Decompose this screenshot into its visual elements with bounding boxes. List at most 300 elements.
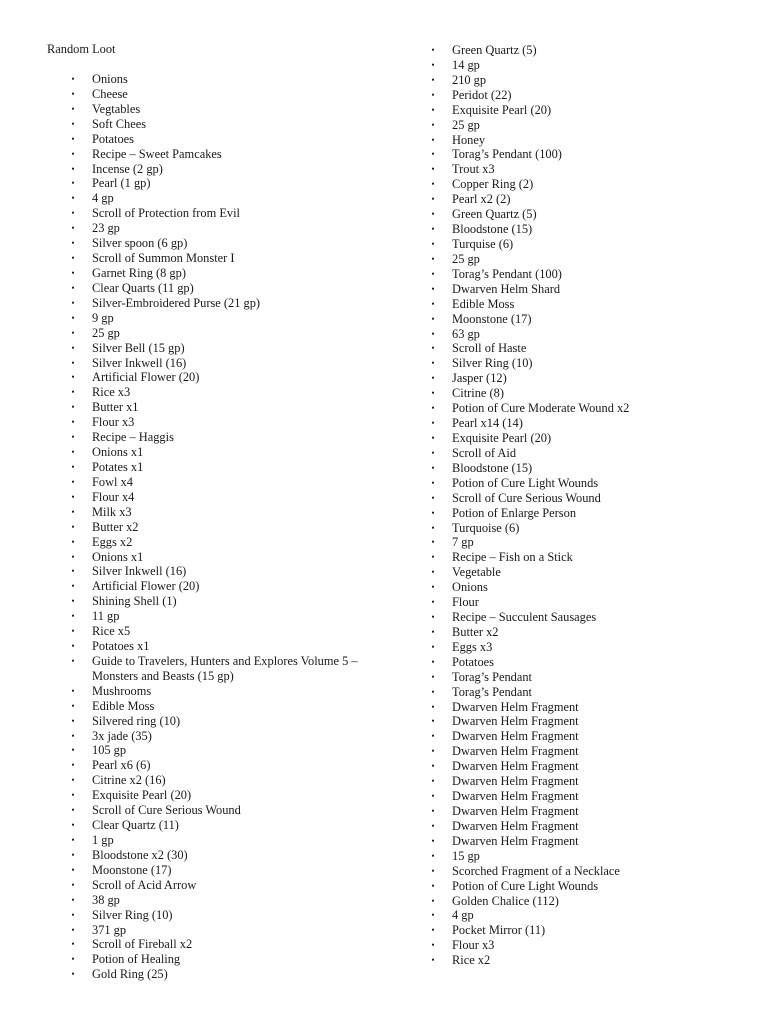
bullet-icon: •: [431, 522, 435, 533]
list-item-text: Onions: [452, 580, 488, 595]
bullet-icon: •: [431, 582, 435, 593]
list-item: [68, 639, 368, 654]
loot-list-left-column: [68, 72, 368, 982]
list-item: [428, 491, 748, 506]
bullet-icon: •: [431, 537, 435, 548]
list-item-text: Trout x3: [452, 162, 495, 177]
list-item: [428, 535, 748, 550]
list-item-text: Guide to Travelers, Hunters and Explores Volume 5 – Monsters and Beasts (15 gp): [92, 653, 358, 683]
list-item: [428, 118, 748, 133]
list-item: [68, 579, 368, 594]
list-item: [428, 565, 748, 580]
list-item: [428, 744, 748, 759]
list-item-text: Dwarven Helm Fragment: [452, 818, 579, 833]
list-item: [428, 685, 748, 700]
list-item: [68, 878, 368, 893]
list-item: [68, 311, 368, 326]
list-item-text: Silvered ring (10): [92, 713, 181, 728]
bullet-icon: •: [71, 476, 75, 487]
list-item-text: 25 gp: [452, 251, 480, 266]
list-item-text: 15 gp: [452, 848, 480, 863]
list-item-text: 25 gp: [452, 117, 480, 132]
bullet-icon: •: [71, 238, 75, 249]
list-item: [428, 416, 748, 431]
bullet-icon: •: [71, 894, 75, 905]
bullet-icon: •: [71, 432, 75, 443]
bullet-icon: •: [431, 358, 435, 369]
list-item-text: 7 gp: [452, 535, 474, 550]
list-item-text: Moonstone (17): [92, 862, 172, 877]
list-item: [68, 952, 368, 967]
list-item-text: Scroll of Cure Serious Wound: [452, 490, 601, 505]
list-item-text: Potatoes: [452, 654, 494, 669]
bullet-icon: •: [71, 626, 75, 637]
list-item: [428, 73, 748, 88]
bullet-icon: •: [431, 955, 435, 966]
list-item-text: Potion of Enlarge Person: [452, 505, 577, 520]
list-item-text: Potatoes: [92, 131, 134, 146]
list-item-text: Vegtables: [92, 101, 141, 116]
list-item: [428, 550, 748, 565]
list-item: [68, 341, 368, 356]
list-item-text: Recipe – Haggis: [92, 430, 174, 445]
list-item-text: Cheese: [92, 86, 128, 101]
list-item: [428, 147, 748, 162]
list-item-text: Scroll of Protection from Evil: [92, 206, 240, 221]
list-item: [428, 789, 748, 804]
bullet-icon: •: [71, 760, 75, 771]
list-item-text: Potates x1: [92, 459, 144, 474]
list-item: [68, 937, 368, 952]
list-item: [428, 908, 748, 923]
bullet-icon: •: [431, 806, 435, 817]
bullet-icon: •: [431, 343, 435, 354]
list-item: [68, 758, 368, 773]
list-item-text: Artificial Flower (20): [92, 370, 200, 385]
list-item: [428, 938, 748, 953]
list-item-text: 14 gp: [452, 57, 480, 72]
bullet-icon: •: [71, 820, 75, 831]
bullet-icon: •: [71, 282, 75, 293]
list-item: [68, 296, 368, 311]
list-item: [68, 400, 368, 415]
list-item-text: Silver Ring (10): [92, 907, 173, 922]
list-item-text: Recipe – Sweet Pamcakes: [92, 146, 222, 161]
list-item: [68, 609, 368, 624]
bullet-icon: •: [71, 208, 75, 219]
list-item: [68, 594, 368, 609]
bullet-icon: •: [71, 879, 75, 890]
list-item: [68, 460, 368, 475]
bullet-icon: •: [431, 626, 435, 637]
bullet-icon: •: [71, 745, 75, 756]
list-item: [428, 371, 748, 386]
list-item-text: Incense (2 gp): [92, 161, 163, 176]
bullet-icon: •: [431, 104, 435, 115]
bullet-icon: •: [71, 969, 75, 980]
bullet-icon: •: [431, 791, 435, 802]
bullet-icon: •: [431, 686, 435, 697]
list-item: [68, 191, 368, 206]
bullet-icon: •: [71, 447, 75, 458]
list-item-text: Butter x1: [92, 400, 139, 415]
list-item: [428, 177, 748, 192]
list-item-text: Scroll of Cure Serious Wound: [92, 803, 241, 818]
list-item: [428, 267, 748, 282]
list-item-text: Copper Ring (2): [452, 177, 534, 192]
list-item: [428, 864, 748, 879]
bullet-icon: •: [71, 103, 75, 114]
list-item: [68, 654, 362, 684]
list-item: [68, 893, 368, 908]
list-item: [428, 580, 748, 595]
list-item-text: Pocket Mirror (11): [452, 923, 546, 938]
list-item-text: 105 gp: [92, 743, 127, 758]
bullet-icon: •: [431, 134, 435, 145]
list-item: [428, 461, 748, 476]
list-item: [428, 625, 748, 640]
list-item-text: Onions: [92, 72, 128, 86]
list-item: [428, 879, 748, 894]
list-item: [68, 162, 368, 177]
list-item: [68, 356, 368, 371]
bullet-icon: •: [431, 328, 435, 339]
list-item: [68, 833, 368, 848]
list-item: [428, 356, 748, 371]
list-item-text: Potion of Healing: [92, 952, 181, 967]
bullet-icon: •: [71, 581, 75, 592]
list-item-text: Exquisite Pearl (20): [92, 788, 192, 803]
bullet-icon: •: [431, 447, 435, 458]
bullet-icon: •: [431, 298, 435, 309]
list-item-text: Rice x5: [92, 624, 131, 639]
list-item-text: 25 gp: [92, 325, 120, 340]
list-item: [68, 743, 368, 758]
list-item: [428, 431, 748, 446]
bullet-icon: •: [71, 641, 75, 652]
list-item: [68, 385, 368, 400]
list-item-text: Eggs x2: [92, 534, 133, 549]
list-item: [68, 490, 368, 505]
bullet-icon: •: [71, 148, 75, 159]
bullet-icon: •: [431, 209, 435, 220]
list-item-text: Silver Inkwell (16): [92, 355, 187, 370]
bullet-icon: •: [431, 641, 435, 652]
list-item-text: 9 gp: [92, 310, 114, 325]
bullet-icon: •: [431, 432, 435, 443]
bullet-icon: •: [71, 402, 75, 413]
list-item-text: Scorched Fragment of a Necklace: [452, 863, 620, 878]
bullet-icon: •: [431, 492, 435, 503]
bullet-icon: •: [71, 611, 75, 622]
bullet-icon: •: [431, 597, 435, 608]
list-item: [428, 819, 748, 834]
list-item-text: Torag’s Pendant: [452, 684, 532, 699]
bullet-icon: •: [431, 746, 435, 757]
list-item-text: Milk x3: [92, 504, 132, 519]
list-item-text: Turquoise (6): [452, 520, 520, 535]
list-item: [68, 251, 368, 266]
list-item-text: Rice x3: [92, 385, 131, 400]
list-item-text: Garnet Ring (8 gp): [92, 265, 186, 280]
list-item-text: Dwarven Helm Fragment: [452, 774, 579, 789]
bullet-icon: •: [71, 357, 75, 368]
list-item-text: Flour x3: [452, 938, 495, 953]
list-item: [68, 714, 368, 729]
list-item: [428, 282, 748, 297]
list-item: [428, 58, 748, 73]
list-item: [428, 595, 748, 610]
list-item-text: 371 gp: [92, 922, 127, 937]
bullet-icon: •: [71, 655, 75, 666]
list-item: [68, 415, 368, 430]
list-item: [428, 953, 748, 968]
list-item-text: Green Quartz (5): [452, 207, 537, 222]
list-item-text: Recipe – Succulent Sausages: [452, 610, 597, 625]
bullet-icon: •: [71, 74, 75, 84]
list-item-text: Onions x1: [92, 445, 144, 460]
list-item-text: Dwarven Helm Fragment: [452, 804, 579, 819]
list-item: [68, 520, 368, 535]
list-item: [428, 88, 748, 103]
list-item: [428, 894, 748, 909]
loot-list-right-column: [428, 43, 748, 968]
list-item: [68, 206, 368, 221]
bullet-icon: •: [71, 939, 75, 950]
list-item: [68, 624, 368, 639]
bullet-icon: •: [431, 671, 435, 682]
bullet-icon: •: [431, 268, 435, 279]
bullet-icon: •: [71, 342, 75, 353]
list-item: [428, 103, 748, 118]
bullet-icon: •: [71, 849, 75, 860]
bullet-icon: •: [431, 388, 435, 399]
bullet-icon: •: [71, 909, 75, 920]
list-item-text: Flour: [452, 595, 479, 610]
list-item: [428, 923, 748, 938]
list-item-text: Torag’s Pendant (100): [452, 266, 562, 281]
list-item-text: Citrine x2 (16): [92, 773, 166, 788]
bullet-icon: •: [431, 373, 435, 384]
list-item-text: Scroll of Aid: [452, 445, 517, 460]
bullet-icon: •: [431, 462, 435, 473]
list-item-text: 11 gp: [92, 609, 120, 624]
bullet-icon: •: [431, 880, 435, 891]
bullet-icon: •: [71, 521, 75, 532]
list-item: [428, 401, 748, 416]
bullet-icon: •: [71, 193, 75, 204]
bullet-icon: •: [431, 119, 435, 130]
list-item-text: Pearl (1 gp): [92, 176, 151, 191]
list-item: [428, 834, 748, 849]
document-title: Random Loot: [47, 42, 116, 56]
list-item-text: Clear Quarts (11 gp): [92, 280, 194, 295]
list-item-text: Pearl x6 (6): [92, 758, 151, 773]
list-item: [428, 341, 748, 356]
list-item: [428, 327, 748, 342]
bullet-icon: •: [71, 267, 75, 278]
list-item-text: 23 gp: [92, 221, 120, 236]
list-item: [428, 446, 748, 461]
bullet-icon: •: [431, 925, 435, 936]
list-item-text: Scroll of Haste: [452, 341, 527, 356]
bullet-icon: •: [431, 731, 435, 742]
bullet-icon: •: [431, 45, 435, 55]
list-item: [68, 445, 368, 460]
list-item: [428, 759, 748, 774]
list-item-text: Torag’s Pendant (100): [452, 147, 562, 162]
list-item-text: Dwarven Helm Fragment: [452, 744, 579, 759]
list-item: [68, 147, 368, 162]
bullet-icon: •: [71, 491, 75, 502]
list-item: [68, 132, 368, 147]
bullet-icon: •: [431, 552, 435, 563]
list-item: [428, 222, 748, 237]
bullet-icon: •: [71, 805, 75, 816]
bullet-icon: •: [71, 118, 75, 129]
list-item-text: Flour x3: [92, 415, 135, 430]
list-item: [428, 521, 748, 536]
list-item-text: Bloodstone (15): [452, 222, 533, 237]
bullet-icon: •: [71, 775, 75, 786]
bullet-icon: •: [71, 133, 75, 144]
list-item-text: Pearl x2 (2): [452, 192, 511, 207]
list-item-text: Exquisite Pearl (20): [452, 102, 552, 117]
list-item-text: 38 gp: [92, 892, 120, 907]
bullet-icon: •: [431, 238, 435, 249]
bullet-icon: •: [71, 506, 75, 517]
bullet-icon: •: [71, 327, 75, 338]
list-item-text: Butter x2: [452, 624, 499, 639]
list-item-text: Silver-Embroidered Purse (21 gp): [92, 295, 261, 310]
list-item: [428, 237, 748, 252]
list-item-text: Silver Inkwell (16): [92, 564, 187, 579]
bullet-icon: •: [431, 418, 435, 429]
list-item-text: Soft Chees: [92, 116, 147, 131]
bullet-icon: •: [71, 924, 75, 935]
list-item-text: Recipe – Fish on a Stick: [452, 550, 573, 565]
list-item: [428, 849, 748, 864]
bullet-icon: •: [71, 730, 75, 741]
bullet-icon: •: [71, 163, 75, 174]
bullet-icon: •: [71, 297, 75, 308]
list-item-text: Edible Moss: [92, 698, 155, 713]
bullet-icon: •: [71, 566, 75, 577]
list-item: [68, 848, 368, 863]
bullet-icon: •: [431, 59, 435, 70]
bullet-icon: •: [71, 536, 75, 547]
bullet-icon: •: [71, 461, 75, 472]
list-item: [68, 117, 368, 132]
bullet-icon: •: [431, 477, 435, 488]
list-item-text: Jasper (12): [452, 371, 507, 386]
bullet-icon: •: [431, 776, 435, 787]
list-item-text: Fowl x4: [92, 474, 133, 489]
bullet-icon: •: [71, 864, 75, 875]
bullet-icon: •: [431, 283, 435, 294]
list-item-text: Onions x1: [92, 549, 144, 564]
list-item-text: Shining Shell (1): [92, 594, 177, 609]
list-item-text: Torag’s Pendant: [452, 669, 532, 684]
list-item-text: Turquise (6): [452, 236, 514, 251]
list-item-text: Honey: [452, 132, 486, 147]
list-item: [428, 729, 748, 744]
bullet-icon: •: [431, 194, 435, 205]
bullet-icon: •: [431, 701, 435, 712]
bullet-icon: •: [431, 865, 435, 876]
list-item-text: Vegetable: [452, 565, 501, 580]
bullet-icon: •: [431, 835, 435, 846]
bullet-icon: •: [431, 850, 435, 861]
list-item-text: Potion of Cure Light Wounds: [452, 878, 599, 893]
list-item-text: Bloodstone x2 (30): [92, 847, 188, 862]
list-item-text: Dwarven Helm Fragment: [452, 833, 579, 848]
list-item-text: 4 gp: [92, 191, 114, 206]
list-item: [68, 505, 368, 520]
bullet-icon: •: [431, 179, 435, 190]
list-item: [68, 370, 368, 385]
bullet-icon: •: [71, 223, 75, 234]
list-item: [68, 818, 368, 833]
list-item: [68, 326, 368, 341]
list-item-text: Mushrooms: [92, 683, 152, 698]
list-item-text: Silver Ring (10): [452, 356, 533, 371]
list-item-text: Gold Ring (25): [92, 967, 168, 982]
list-item: [68, 176, 368, 191]
list-item-text: Pearl x14 (14): [452, 416, 523, 431]
list-item: [428, 207, 748, 222]
list-item-text: Dwarven Helm Shard: [452, 281, 561, 296]
list-item-text: Eggs x3: [452, 639, 493, 654]
bullet-icon: •: [431, 940, 435, 951]
list-item: [428, 133, 748, 148]
list-item-text: Dwarven Helm Fragment: [452, 759, 579, 774]
bullet-icon: •: [431, 253, 435, 264]
bullet-icon: •: [71, 700, 75, 711]
list-item: [68, 863, 368, 878]
list-item: [68, 535, 368, 550]
list-item: [428, 476, 748, 491]
list-item-text: Exquisite Pearl (20): [452, 430, 552, 445]
list-item: [68, 699, 368, 714]
list-item-text: Potion of Cure Light Wounds: [452, 475, 599, 490]
list-item: [68, 908, 368, 923]
list-item: [68, 923, 368, 938]
list-item-text: Peridot (22): [452, 87, 512, 102]
list-item: [428, 312, 748, 327]
bullet-icon: •: [71, 372, 75, 383]
bullet-icon: •: [431, 74, 435, 85]
bullet-icon: •: [71, 790, 75, 801]
list-item-text: Citrine (8): [452, 386, 504, 401]
bullet-icon: •: [431, 761, 435, 772]
list-item-text: Dwarven Helm Fragment: [452, 699, 579, 714]
list-item-text: Artificial Flower (20): [92, 579, 200, 594]
list-item-text: Potion of Cure Moderate Wound x2: [452, 401, 630, 416]
list-item-text: 1 gp: [92, 833, 114, 848]
list-item: [428, 670, 748, 685]
bullet-icon: •: [71, 312, 75, 323]
list-item-text: Moonstone (17): [452, 311, 532, 326]
bullet-icon: •: [71, 178, 75, 189]
list-item: [68, 684, 368, 699]
list-item-text: Scroll of Acid Arrow: [92, 877, 197, 892]
list-item-text: Dwarven Helm Fragment: [452, 729, 579, 744]
list-item-text: 3x jade (35): [92, 728, 152, 743]
bullet-icon: •: [431, 89, 435, 100]
list-item: [428, 192, 748, 207]
list-item-text: Dwarven Helm Fragment: [452, 789, 579, 804]
